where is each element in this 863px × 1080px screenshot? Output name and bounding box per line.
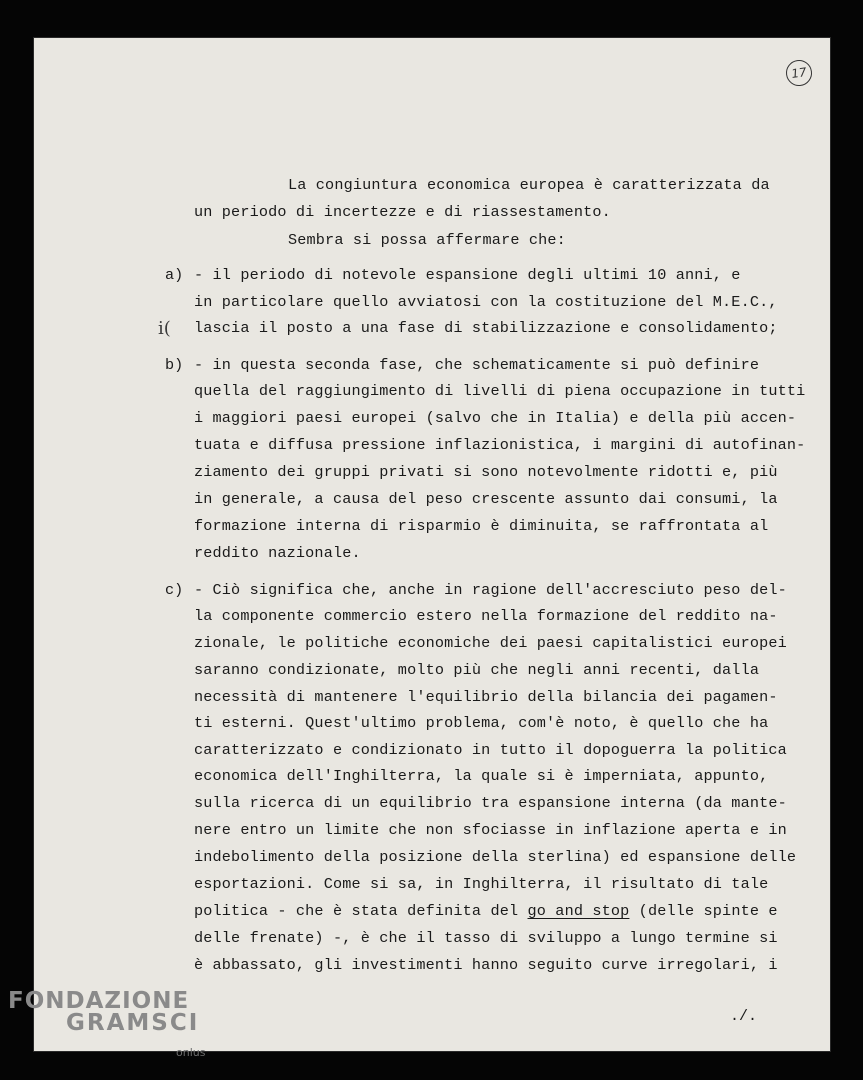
- item-label-c: c): [165, 581, 184, 599]
- text-line: ti esterni. Quest'ultimo problema, com'è noto, è quello che ha: [194, 714, 769, 732]
- text-line: la componente commercio estero nella formazione del reddito na-: [194, 607, 778, 625]
- text-line: Sembra si possa affermare che:: [288, 231, 566, 249]
- text-line: economica dell'Inghilterra, la quale si è imperniata, appunto,: [194, 767, 769, 785]
- watermark-line1: FONDAZIONE: [8, 988, 190, 1014]
- text-line: indebolimento della posizione della sterlina) ed espansione delle: [194, 848, 797, 866]
- text-line: sulla ricerca di un equilibrio tra espansione interna (da mante-: [194, 794, 787, 812]
- item-label-a: a): [165, 266, 184, 284]
- text-line: quella del raggiungimento di livelli di piena occupazione in tutti: [194, 382, 806, 400]
- watermark-onlus: onlus: [176, 1046, 206, 1059]
- text-segment: politica - che è stata definita del: [194, 902, 528, 920]
- text-line-politica: [194, 902, 778, 920]
- text-line: ziamento dei gruppi privati si sono notevolmente ridotti e, più: [194, 463, 778, 481]
- text-line: delle frenate) -, è che il tasso di sviluppo a lungo termine si: [194, 929, 778, 947]
- watermark-line2: GRAMSCI: [66, 1010, 200, 1036]
- text-line: caratterizzato e condizionato in tutto il dopoguerra la politica: [194, 741, 787, 759]
- text-line: lascia il posto a una fase di stabilizzazione e consolidamento;: [194, 319, 778, 337]
- text-line: necessità di mantenere l'equilibrio della bilancia dei pagamen-: [194, 688, 778, 706]
- text-line: - il periodo di notevole espansione degli ultimi 10 anni, e: [194, 266, 741, 284]
- text-segment: (delle spinte e: [629, 902, 778, 920]
- underlined-phrase: go and stop: [527, 902, 630, 920]
- watermark-logo: [8, 988, 206, 1059]
- text-line: La congiuntura economica europea è caratterizzata da: [288, 176, 770, 194]
- text-line: nere entro un limite che non sfociasse in inflazione aperta e in: [194, 821, 787, 839]
- text-line: reddito nazionale.: [194, 544, 361, 562]
- text-line: in particolare quello avviatosi con la costituzione del M.E.C.,: [194, 293, 778, 311]
- text-line: formazione interna di risparmio è diminuita, se raffrontata al: [194, 517, 769, 535]
- text-line: saranno condizionate, molto più che negli anni recenti, dalla: [194, 661, 760, 679]
- text-line: zionale, le politiche economiche dei paesi capitalistici europei: [194, 634, 787, 652]
- page-number: 17: [784, 58, 813, 87]
- text-line: - in questa seconda fase, che schematicamente si può definire: [194, 356, 760, 374]
- text-line: i maggiori paesi europei (salvo che in Italia) e della più accen-: [194, 409, 797, 427]
- item-label-b: b): [165, 356, 184, 374]
- text-line: è abbassato, gli investimenti hanno seguito curve irregolari, i: [194, 956, 778, 974]
- text-line: tuata e diffusa pressione inflazionistica, i margini di autofinan-: [194, 436, 806, 454]
- text-line: - Ciò significa che, anche in ragione dell'accresciuto peso del-: [194, 581, 787, 599]
- text-line: in generale, a causa del peso crescente assunto dai consumi, la: [194, 490, 778, 508]
- continuation-mark: ./.: [730, 1008, 758, 1025]
- text-line: un periodo di incertezze e di riassestamento.: [194, 203, 611, 221]
- handwritten-margin-mark: i(: [158, 318, 171, 339]
- text-line: esportazioni. Come si sa, in Inghilterra, il risultato di tale: [194, 875, 769, 893]
